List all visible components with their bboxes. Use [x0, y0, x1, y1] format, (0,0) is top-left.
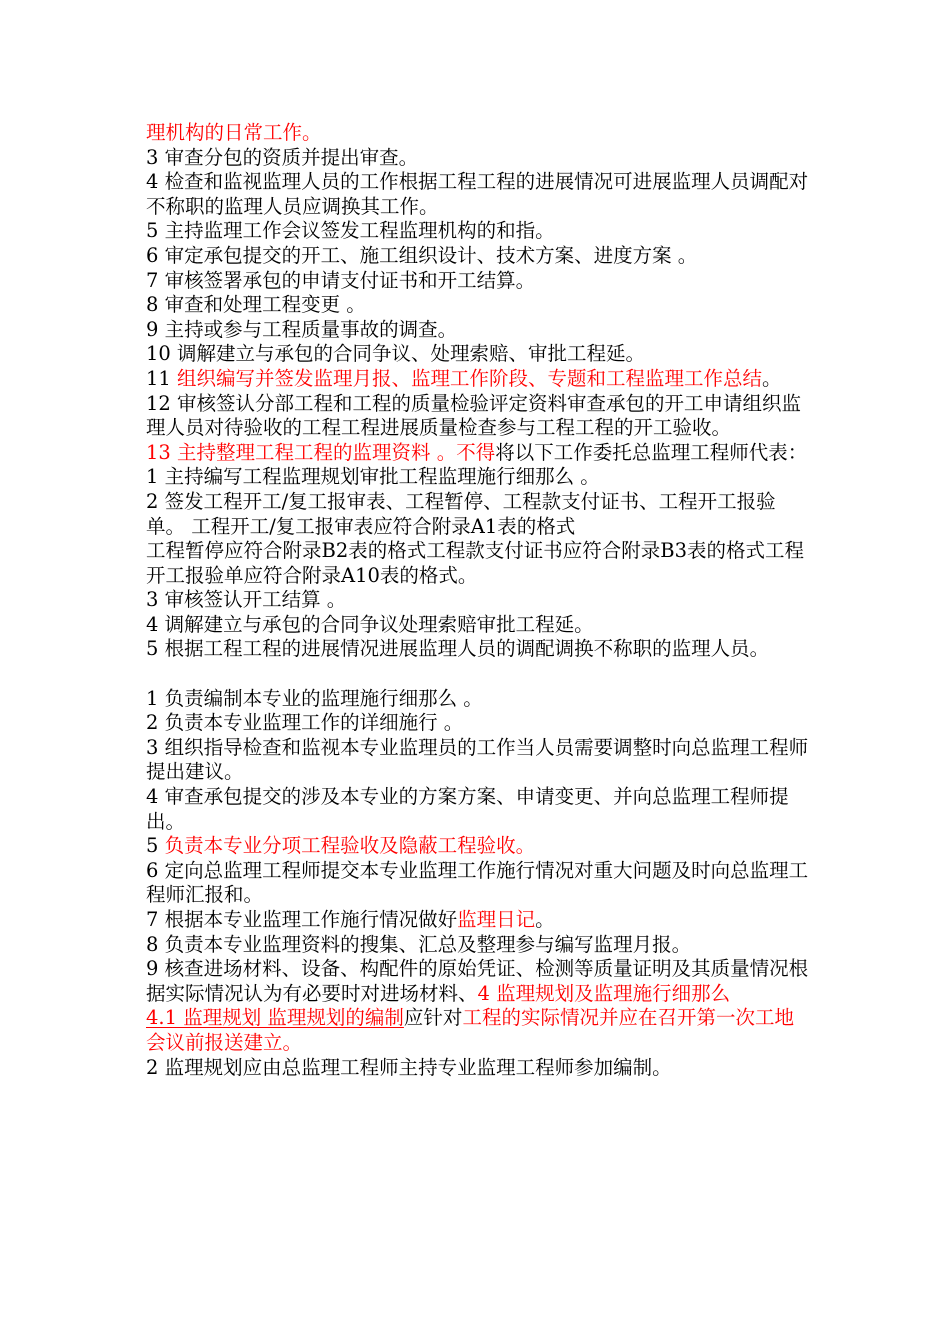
text-line: 4 调解建立与承包的合同争议处理索赔审批工程延。 — [146, 612, 594, 636]
text-line: 10 调解建立与承包的合同争议、处理索赔、审批工程延。 — [146, 342, 646, 366]
underlined-heading-text: 4.1 监理规划 监理规划的编制 — [146, 1006, 404, 1030]
text-line: 9 主持或参与工程质量事故的调查。 — [146, 317, 458, 341]
highlighted-text: 工程的实际情况并应在召开第一次工地会议前报送建立。 — [146, 1006, 794, 1054]
plain-text: 9 核查进场材料、设备、构配件的原始凭证、检测等质量证明及其质量情况根据实际情况认为有必要时对进场材料、 — [146, 957, 809, 1005]
text-line: 5 主持监理工作会议签发工程监理机构的和指。 — [146, 219, 555, 243]
text-line: 2 监理规划应由总监理工程师主持专业监理工程师参加编制。 — [146, 1055, 672, 1079]
text-line: 7 审核签署承包的申请支付证书和开工结算。 — [146, 268, 536, 292]
line-end: 。 — [535, 908, 555, 931]
text-line: 3 审查分包的资质并提出审查。 — [146, 145, 419, 169]
text-line: 8 审查和处理工程变更 。 — [146, 293, 366, 317]
highlighted-text: 4 监理规划及监理施行细那么 — [477, 981, 731, 1005]
plain-text: 将以下工作委托总监理工程师代表： — [495, 440, 808, 464]
text-line: 3 审核签认开工结算 。 — [146, 588, 347, 612]
text-line: 4 审查承包提交的涉及本专业的方案方案、申请变更、并向总监理工程师提出。 — [146, 785, 789, 833]
text-line: 理机构的日常工作。 — [146, 121, 322, 144]
item-number: 5 — [146, 834, 165, 858]
text-line — [146, 957, 810, 1006]
text-line: 6 定向总监理工程师提交本专业监理工作施行情况对重大问题及时向总监理工程师汇报和。 — [146, 858, 809, 907]
document-body — [146, 121, 810, 1080]
text-line — [146, 441, 810, 466]
text-line: 2 签发工程开工/复工报审表、工程暂停、工程款支付证书、工程开工报验单。 工程开工/复工报审表应符合附录A1表的格式 — [146, 489, 776, 538]
text-line — [146, 367, 810, 392]
line-end: 。 — [762, 366, 782, 390]
text-line: 2 负责本专业监理工作的详细施行 。 — [146, 711, 464, 735]
item-number: 11 — [146, 366, 178, 390]
blank-line — [146, 662, 810, 687]
text-line: 12 审核签认分部工程和工程的质量检验评定资料审查承包的开工申请组织监理人员对待验收的工程工程进展质量检查参与工程工程的开工验收。 — [146, 391, 802, 440]
text-line: 8 负责本专业监理资料的搜集、汇总及整理参与编写监理月报。 — [146, 932, 692, 956]
text-line: 5 根据工程工程的进展情况进展监理人员的调配调换不称职的监理人员。 — [146, 637, 770, 661]
text-line: 工程暂停应符合附录B2表的格式工程款支付证书应符合附录B3表的格式工程开工报验单应符合附录A10表的格式。 — [146, 539, 804, 587]
text-line: 3 组织指导检查和监视本专业监理员的工作当人员需要调整时向总监理工程师提出建议。 — [146, 735, 809, 784]
highlighted-text: 负责本专业分项工程验收及隐蔽工程验收。 — [164, 834, 536, 858]
highlighted-text: 监理日记 — [457, 908, 536, 931]
text-line: 1 负责编制本专业的监理施行细那么 。 — [146, 686, 483, 710]
highlighted-text: 组织编写并签发监理月报、监理工作阶段、专题和工程监理工作总结 — [177, 366, 763, 390]
text-line: 4 检查和监视监理人员的工作根据工程工程的进展情况可进展监理人员调配对不称职的监理人员应调换其工作。 — [146, 170, 809, 218]
plain-text: 应针对 — [403, 1006, 463, 1030]
plain-text: 7 根据本专业监理工作施行情况做好 — [146, 908, 458, 931]
text-line — [146, 834, 810, 859]
highlighted-text: 13 主持整理工程工程的监理资料 。不得 — [146, 440, 496, 464]
text-line: 1 主持编写工程监理规划审批工程监理施行细那么 。 — [146, 465, 600, 489]
text-line — [146, 908, 810, 933]
text-line: 6 审定承包提交的开工、施工组织设计、技术方案、进度方案 。 — [146, 243, 698, 267]
text-line — [146, 1006, 810, 1055]
